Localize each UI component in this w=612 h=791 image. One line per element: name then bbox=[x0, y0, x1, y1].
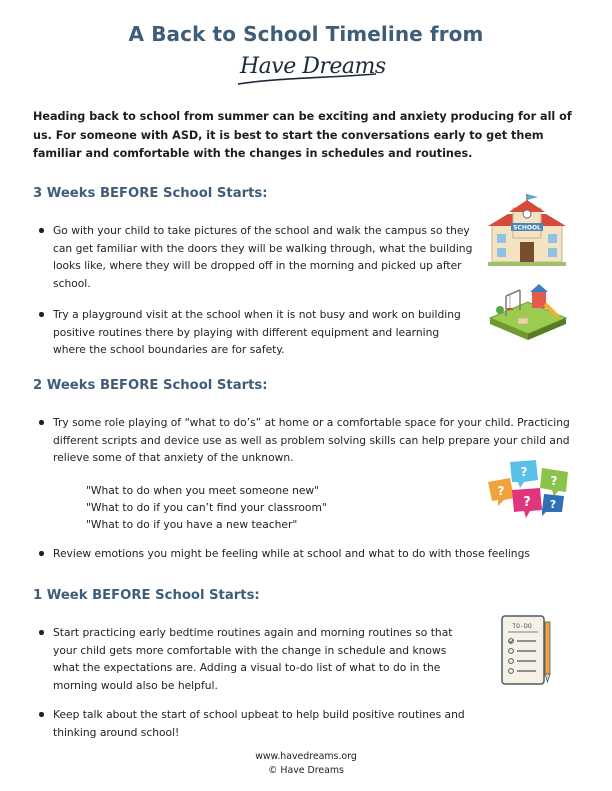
bullet-text: Go with your child to take pictures of the school and walk the campus so they can get familiar with the doors they will be walking through, what the building looks like, where they will be dropped off in the morning and picked up after school. bbox=[53, 224, 473, 290]
section-heading-2-weeks: 2 Weeks BEFORE School Starts: bbox=[33, 378, 268, 393]
question-bubbles-icon bbox=[486, 458, 572, 520]
bullet-dot-icon bbox=[39, 420, 44, 425]
bullet-item bbox=[39, 306, 473, 359]
playground-icon bbox=[486, 280, 570, 344]
logo-text: Have Dreams bbox=[240, 54, 386, 79]
bullet-dot-icon bbox=[39, 312, 44, 317]
svg-text:?: ? bbox=[497, 484, 505, 498]
bullet-item bbox=[39, 222, 473, 292]
school-building-icon bbox=[486, 190, 568, 270]
svg-text:?: ? bbox=[550, 474, 558, 488]
page-title: A Back to School Timeline from bbox=[128, 22, 484, 46]
bullet-text: Start practicing early bedtime routines again and morning routines so that your child gets more comfortable with the change in schedule and knows what the expectations are. Adding a visual to-do list of what to do in the morning would also be helpful. bbox=[53, 626, 453, 692]
bullet-text: Keep talk about the start of school upbeat to help build positive routines and thinking around school! bbox=[53, 708, 465, 739]
svg-text:?: ? bbox=[520, 465, 528, 479]
bullet-dot-icon bbox=[39, 630, 44, 635]
bullet-text: Try some role playing of “what to do’s” at home or a comfortable space for your child. Practicing different scripts and device use as well as problem solving skills can help prepare your child and relieve some of that anxiety of the unknown. bbox=[53, 416, 570, 465]
script-example: "What to do if you can’t find your classroom" bbox=[86, 501, 327, 514]
footer-website-link[interactable]: www.havedreams.org bbox=[255, 751, 357, 762]
todo-list-icon bbox=[500, 614, 552, 688]
section-heading-3-weeks: 3 Weeks BEFORE School Starts: bbox=[33, 186, 268, 201]
todo-title-text: TO-DO bbox=[512, 622, 532, 630]
svg-text:?: ? bbox=[549, 498, 557, 511]
bullet-text: Review emotions you might be feeling while at school and what to do with those feelings bbox=[53, 547, 530, 560]
intro-paragraph: Heading back to school from summer can be exciting and anxiety producing for all of us. For someone with ASD, it is best to start the conversations early to get them familiar and comfortable with the changes in schedules and routines. bbox=[33, 110, 572, 160]
bullet-item bbox=[39, 706, 493, 741]
have-dreams-logo bbox=[236, 52, 386, 88]
footer-copyright: © Have Dreams bbox=[268, 765, 344, 776]
bullet-item bbox=[39, 624, 473, 694]
bullet-dot-icon bbox=[39, 228, 44, 233]
svg-text:?: ? bbox=[523, 495, 531, 510]
section-heading-1-week: 1 Week BEFORE School Starts: bbox=[33, 588, 260, 603]
bullet-dot-icon bbox=[39, 551, 44, 556]
logo-swoosh-icon bbox=[236, 52, 378, 88]
script-example: "What to do if you have a new teacher" bbox=[86, 518, 298, 531]
bullet-item bbox=[39, 545, 579, 563]
script-example: "What to do when you meet someone new" bbox=[86, 484, 320, 497]
school-sign-text: SCHOOL bbox=[513, 224, 541, 232]
bullet-dot-icon bbox=[39, 712, 44, 717]
bullet-text: Try a playground visit at the school when it is not busy and work on building positive routines there by playing with different equipment and learning where the school boundaries are for safety. bbox=[53, 308, 461, 357]
